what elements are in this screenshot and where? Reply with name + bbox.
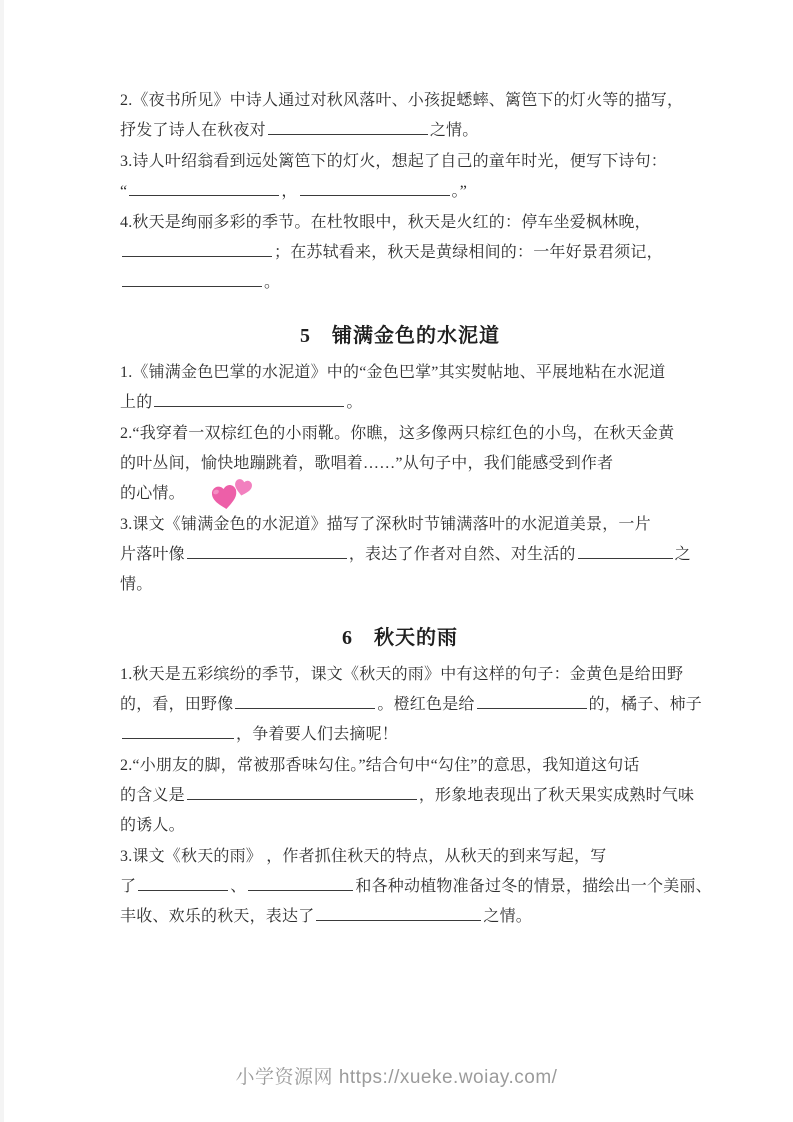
text-segment: 1.《铺满金色巴掌的水泥道》中的“金色巴掌”其实熨帖地、平展地粘在水泥道 bbox=[120, 364, 666, 381]
text-segment: 和各种动植物准备过冬的情景，描绘出一个美丽、 bbox=[355, 878, 712, 895]
fill-in-blank bbox=[235, 694, 375, 709]
fill-in-blank bbox=[122, 242, 272, 257]
text-segment: 3.课文《秋天的雨》 ，作者抓住秋天的特点，从秋天的到来写起，写 bbox=[120, 848, 607, 865]
text-line bbox=[120, 449, 680, 479]
question bbox=[120, 358, 680, 418]
text-segment: 的，看，田野像 bbox=[120, 696, 234, 713]
question bbox=[120, 660, 703, 750]
fill-in-blank bbox=[122, 724, 234, 739]
fill-in-blank bbox=[129, 181, 279, 196]
text-line bbox=[120, 842, 680, 872]
text-segment: 之情。 bbox=[429, 122, 479, 139]
text-segment: 的，橘子、柿子 bbox=[588, 696, 703, 713]
text-segment: 之情。 bbox=[483, 908, 533, 925]
fill-in-blank bbox=[477, 694, 587, 709]
text-segment: ， bbox=[281, 183, 298, 200]
section-heading: 5 铺满金色的水泥道 bbox=[300, 325, 500, 347]
text-segment: 3.诗人叶绍翁看到远处篱笆下的灯火，想起了自己的童年时光，便写下诗句： bbox=[120, 153, 668, 170]
text-segment: 。橙红色是给 bbox=[377, 696, 475, 713]
text-segment: 片落叶像 bbox=[120, 546, 185, 563]
section-heading: 6 秋天的雨 bbox=[342, 627, 458, 649]
text-line bbox=[120, 872, 712, 902]
text-segment: 3.课文《铺满金色的水泥道》描写了深秋时节铺满落叶的水泥道美景，一片 bbox=[120, 516, 651, 533]
text-line bbox=[120, 751, 680, 781]
text-segment: 之 bbox=[674, 546, 691, 563]
text-line bbox=[120, 358, 680, 388]
fill-in-blank bbox=[578, 544, 673, 559]
text-line bbox=[120, 720, 680, 750]
question bbox=[120, 842, 712, 932]
text-segment: 、 bbox=[230, 878, 247, 895]
text-segment: 抒发了诗人在秋夜对 bbox=[120, 122, 266, 139]
text-segment: 。 bbox=[346, 394, 363, 411]
text-segment: 的叶丛间，愉快地蹦跳着，歌唱着……”从句子中，我们能感受到作者 bbox=[120, 455, 614, 472]
text-line bbox=[120, 419, 680, 449]
text-segment: 丰收、欢乐的秋天，表达了 bbox=[120, 908, 315, 925]
fill-in-blank bbox=[316, 906, 481, 921]
text-line bbox=[120, 660, 684, 690]
footer-watermark: 小学资源网 https://xueke.woiay.com/ bbox=[235, 1067, 558, 1088]
section bbox=[120, 320, 691, 600]
text-segment: 2.“我穿着一双棕红色的小雨靴。你瞧，这多像两只棕红色的小鸟，在秋天金黄 bbox=[120, 425, 675, 442]
fill-in-blank bbox=[300, 181, 450, 196]
text-line bbox=[120, 570, 680, 600]
text-segment: 上的 bbox=[120, 394, 153, 411]
text-segment: ，形象地表现出了秋天果实成熟时气味 bbox=[418, 787, 695, 804]
question bbox=[120, 86, 684, 146]
content bbox=[120, 86, 712, 933]
text-segment: ，争着要人们去摘呢！ bbox=[236, 726, 399, 743]
text-segment: 了 bbox=[120, 878, 137, 895]
text-segment: 4.秋天是绚丽多彩的季节。在杜牧眼中，秋天是火红的：停车坐爱枫林晚， bbox=[120, 214, 651, 231]
question bbox=[120, 208, 680, 298]
text-segment: 的含义是 bbox=[120, 787, 185, 804]
section bbox=[120, 86, 684, 298]
fill-in-blank bbox=[268, 120, 428, 135]
text-line bbox=[120, 86, 684, 116]
text-line bbox=[120, 116, 680, 146]
fill-in-blank bbox=[122, 272, 262, 287]
text-line bbox=[120, 238, 680, 268]
text-line bbox=[120, 540, 691, 570]
question bbox=[120, 147, 680, 207]
fill-in-blank bbox=[154, 392, 344, 407]
text-segment: 2.“小朋友的脚，常被那香味勾住。”结合句中“勾住”的意思，我知道这句话 bbox=[120, 757, 640, 774]
text-segment: 1.秋天是五彩缤纷的季节，课文《秋天的雨》中有这样的句子：金黄色是给田野 bbox=[120, 666, 684, 683]
text-segment: 情。 bbox=[120, 576, 153, 593]
text-line bbox=[120, 690, 703, 720]
text-segment: 2.《夜书所见》中诗人通过对秋风落叶、小孩捉蟋蟀、篱笆下的灯火等的描写， bbox=[120, 92, 684, 109]
question bbox=[120, 419, 680, 509]
text-segment: 的诱人。 bbox=[120, 817, 185, 834]
question bbox=[120, 751, 695, 841]
text-segment: 。” bbox=[451, 183, 468, 200]
text-line bbox=[120, 479, 680, 509]
text-line bbox=[120, 781, 695, 811]
fill-in-blank bbox=[187, 544, 347, 559]
text-line bbox=[120, 510, 680, 540]
fill-in-blank bbox=[248, 876, 353, 891]
text-segment: 的心情。 bbox=[120, 485, 185, 502]
text-line bbox=[120, 177, 680, 207]
fill-in-blank bbox=[187, 785, 417, 800]
text-segment: ，表达了作者对自然、对生活的 bbox=[348, 546, 576, 563]
text-line bbox=[120, 147, 680, 177]
text-line bbox=[120, 268, 680, 298]
text-segment: ；在苏轼看来，秋天是黄绿相间的：一年好景君须记， bbox=[274, 244, 663, 261]
text-line bbox=[120, 388, 680, 418]
fill-in-blank bbox=[138, 876, 228, 891]
text-line bbox=[120, 208, 680, 238]
section bbox=[120, 622, 712, 932]
text-line bbox=[120, 902, 680, 932]
text-segment: 。 bbox=[264, 274, 281, 291]
question bbox=[120, 510, 691, 600]
text-segment: “ bbox=[120, 183, 128, 200]
text-line bbox=[120, 811, 680, 841]
